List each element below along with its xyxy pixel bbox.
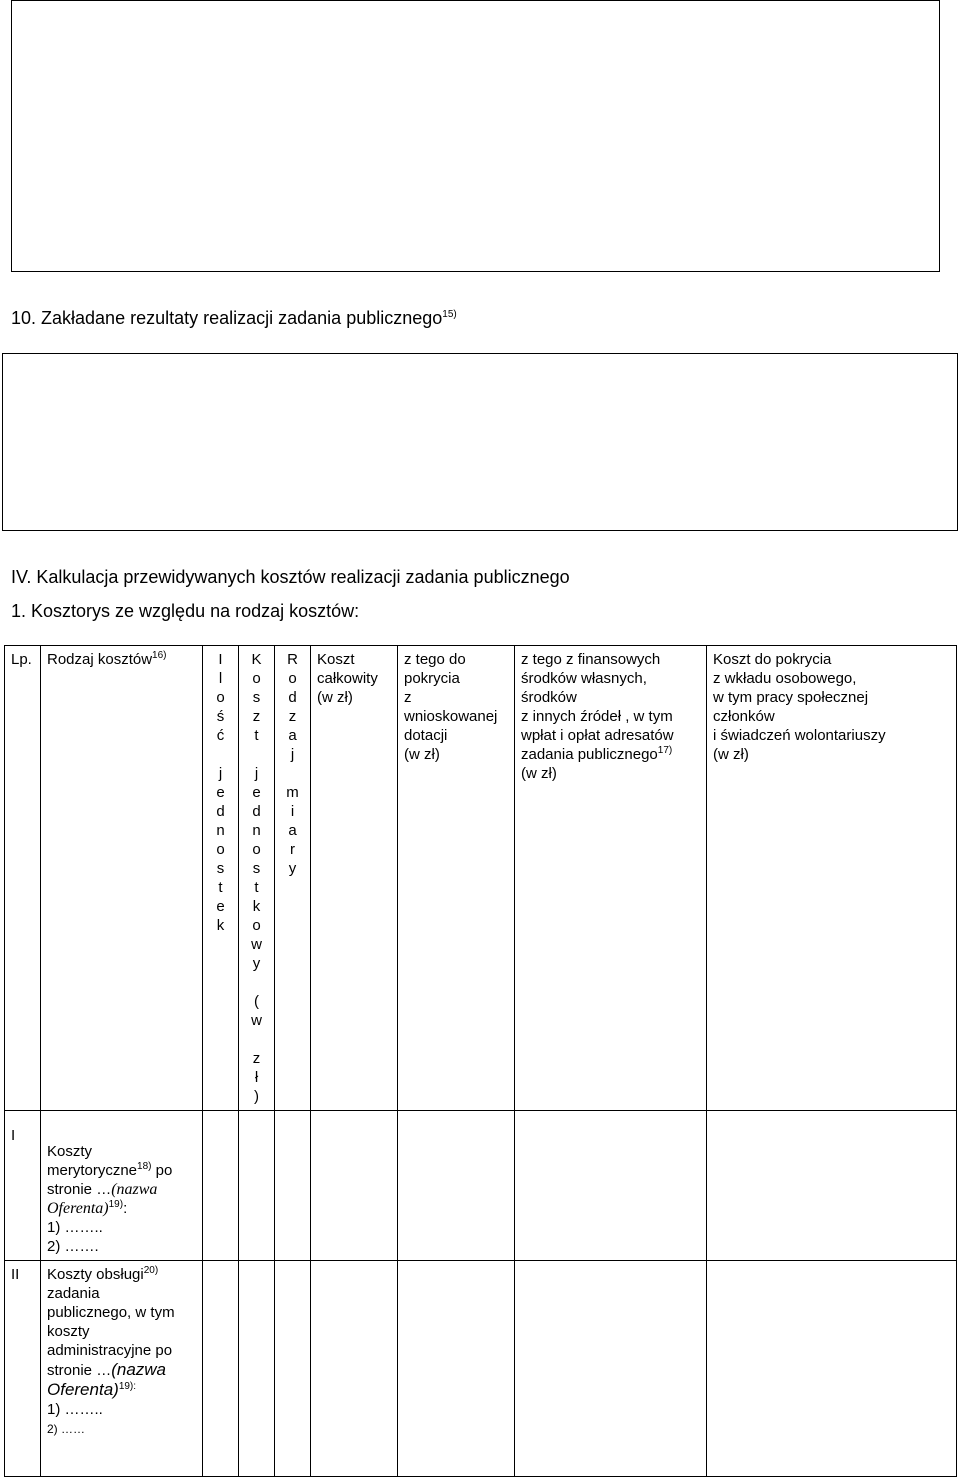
table-row — [5, 1111, 957, 1261]
table-header-row — [5, 646, 957, 1111]
row2-koszt-jednostkowy[interactable] — [239, 1261, 275, 1477]
row2-srodki[interactable] — [515, 1261, 707, 1477]
row1-description: Koszty merytoryczne$^{18)}$ po stronie …(nazwa Oferenta)$^{19)}$: 1) …….. 2) ……. — [41, 1111, 203, 1261]
row2-wklad[interactable] — [707, 1261, 957, 1477]
row1-wklad[interactable] — [707, 1111, 957, 1261]
row2-dotacja[interactable] — [398, 1261, 515, 1477]
row2-description: Koszty obsługi$^{20)}$ zadania publicznego, w tym koszty administracyjne po stronie …(nazwa Oferenta)$^{19):}$ 1) …….. 2) …… — [41, 1261, 203, 1477]
header-dotacja: z tego do pokrycia z wnioskowanej dotacji (w zł) — [398, 646, 515, 1111]
subsection-1-heading: 1. Kosztorys ze względu na rodzaj kosztów: — [11, 601, 360, 621]
row1-dotacja[interactable] — [398, 1111, 515, 1261]
header-koszt-calkowity: Koszt całkowity (w zł) — [311, 646, 398, 1111]
header-koszt-jednostkowy: K o s z t j e d n o s t k o w y ( w z ł ) — [239, 646, 275, 1111]
header-ilosc: I l o ś ć j e d n o s t e k — [203, 646, 239, 1111]
results-box[interactable] — [2, 353, 958, 531]
row1-rodzaj-miary[interactable] — [275, 1111, 311, 1261]
header-srodki: z tego z finansowych środków własnych, środków z innych źródeł , w tym wpłat i opłat adresatów zadania publicznego$^{17)}$ (w zł) — [515, 646, 707, 1111]
row1-lp: I — [5, 1111, 41, 1261]
section-10-heading: 10. Zakładane rezultaty realizacji zadania publicznego$^{15)}$ — [11, 308, 457, 328]
row1-ilosc[interactable] — [203, 1111, 239, 1261]
row1-koszt-calkowity[interactable] — [311, 1111, 398, 1261]
header-rodzaj-miary: R o d z a j m i a r y — [275, 646, 311, 1111]
row1-srodki[interactable] — [515, 1111, 707, 1261]
row2-koszt-calkowity[interactable] — [311, 1261, 398, 1477]
row2-rodzaj-miary[interactable] — [275, 1261, 311, 1477]
header-wklad-osobowy: Koszt do pokrycia z wkładu osobowego, w tym pracy społecznej członków i świadczeń wolontariuszy (w zł) — [707, 646, 957, 1111]
top-empty-box — [11, 0, 940, 272]
cost-table — [4, 645, 957, 1477]
header-rodzaj: Rodzaj kosztów$^{16)}$ — [41, 646, 203, 1111]
header-lp: Lp. — [5, 646, 41, 1111]
row2-lp: II — [5, 1261, 41, 1477]
row1-koszt-jednostkowy[interactable] — [239, 1111, 275, 1261]
row2-ilosc[interactable] — [203, 1261, 239, 1477]
section-iv-heading: IV. Kalkulacja przewidywanych kosztów realizacji zadania publicznego — [11, 567, 570, 587]
table-row — [5, 1261, 957, 1477]
